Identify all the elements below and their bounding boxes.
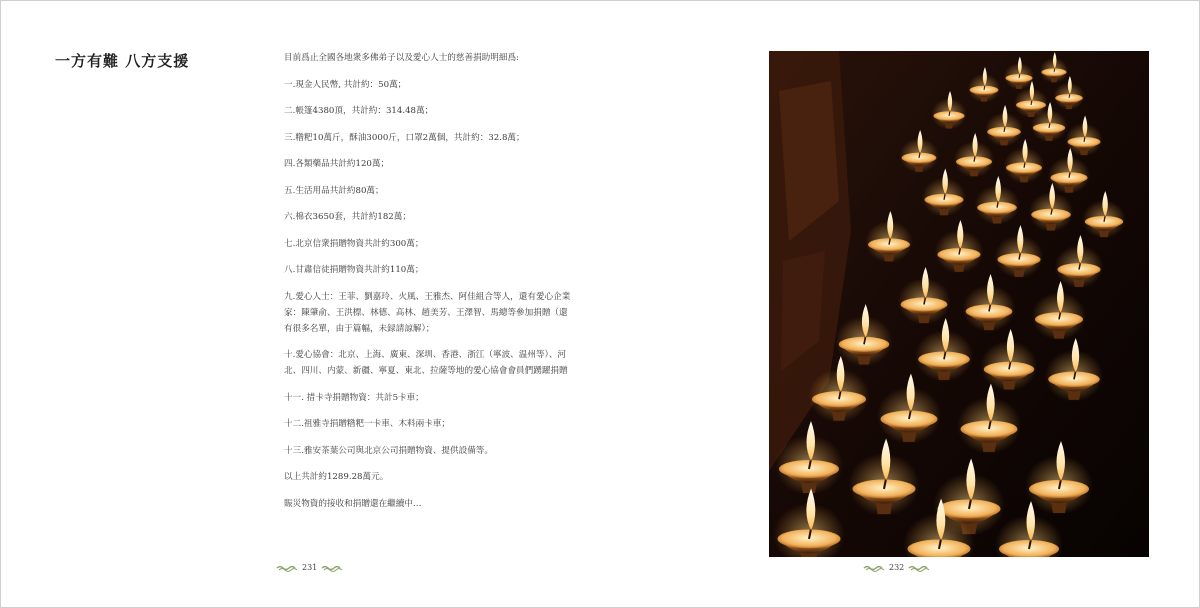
donation-list <box>284 50 576 522</box>
page-number-left <box>276 563 343 572</box>
list-item: 七.北京信衆捐贈物資共計約300萬； <box>284 238 424 249</box>
wave-ornament-icon <box>863 564 885 572</box>
page-number-right <box>863 563 930 572</box>
list-item: 五.生活用品共計約80萬； <box>284 185 384 196</box>
list-item: 十一. 措卡寺捐贈物資：共計5卡車； <box>284 392 424 403</box>
list-item: 四.各類藥品共計約120萬； <box>284 159 390 169</box>
list-item: 六.棉衣3650套，共計約182萬； <box>284 212 411 222</box>
butter-lamps-photo <box>769 51 1149 557</box>
page-number-label: 231 <box>302 563 318 572</box>
list-item: 十二.祖雅寺捐贈糌粑一卡車、木料兩卡車； <box>284 419 451 429</box>
wave-ornament-icon <box>908 564 930 572</box>
list-item: 十三.雅安茶葉公司與北京公司捐贈物資、提供設備等。 <box>284 445 493 456</box>
list-item: 一.現金人民幣, 共計約：50萬； <box>284 79 407 90</box>
list-item: 三.糌粑10萬斤，酥油3000斤，口罩2萬個，共計約：32.8萬； <box>284 132 525 143</box>
list-item: 十.愛心協會：北京、上海、廣東、深圳、香港、浙江（寧波、温州等）、河北、四川、内蒙、新疆、寧夏、東北、拉薩等地的愛心協會會員們踴躍捐贈 <box>284 350 568 376</box>
page-title: 一方有難 八方支援 <box>55 52 190 70</box>
list-item: 九.愛心人士：王菲、劉嘉玲、火風、王雅杰、阿佳組合等人，還有愛心企業家：陳肇俞、王洪標、林德、高林、趙美芳、王澤智、馬總等參加捐贈（還有很多名單，由于篇幅，未録請諒解）； <box>284 291 571 334</box>
wave-ornament-icon <box>276 564 298 572</box>
list-item: 八.甘肅信徒捐贈物資共計約110萬； <box>284 265 424 275</box>
list-item: 二.帳篷4380頂，共計約：314.48萬； <box>284 106 434 116</box>
wave-ornament-icon <box>321 564 343 572</box>
page-number-label: 232 <box>889 563 905 572</box>
total-paragraph: 以上共計約1289.28萬元。 <box>284 472 389 482</box>
intro-paragraph: 目前爲止全國各地衆多佛弟子以及愛心人士的慈善捐助明細爲: <box>284 53 519 63</box>
closing-paragraph: 賑災物資的接收和捐贈還在繼續中… <box>284 498 422 509</box>
